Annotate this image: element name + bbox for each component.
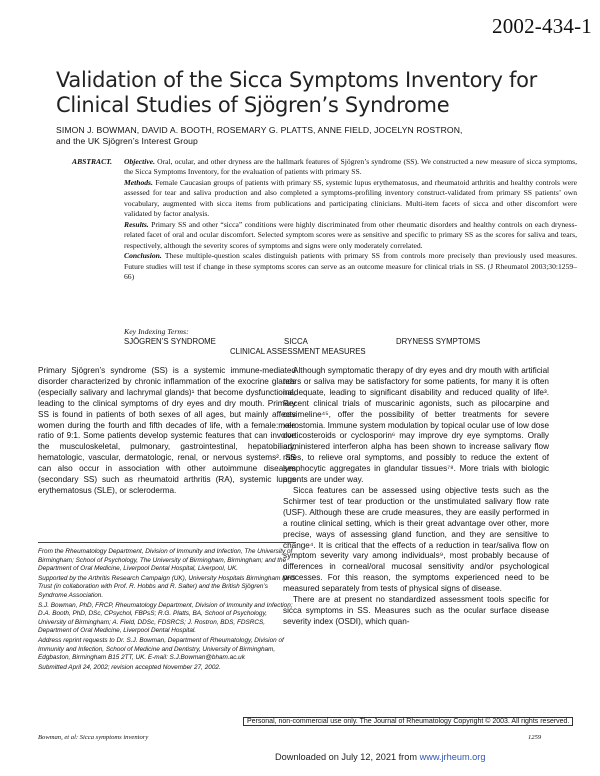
- abstract-conclusion: [124, 251, 577, 282]
- affiliation-note: S.J. Bowman, PhD, FRCP, Rheumatology Department, Division of Immunity and Infection; D.A. Booth, PhD, DSc, CPsychol, FBPsS; R.G. Platts, BA, School of Psychology, University of Birmingham; A. Field, DDSc, FDSRCS; J. Rostron, BDS, FDSRCS, Department of Oral Medicine, Liverpool Dental Hospital.: [38, 601, 293, 635]
- affiliation-note: Supported by the Arthritis Research Campaign (UK), University Hospitals Birmingham NHS Trust (in collaboration with Prof. R. Hobbs and R. Salter) and the British Sjögren’s Syndrome Association.: [38, 574, 296, 599]
- results-text: Primary SS and other “sicca” conditions were highly discriminated from other rheumatic disorders and healthy controls on each dryness-related facet of oral and ocular discomfort. Selected symptom scores were as sensitive and specific to primary SS as the scores for saliva and tears, respectively, although the severity scores of symptoms and signs were only moderately correlated.: [124, 219, 577, 250]
- authors-line-1: SIMON J. BOWMAN, DAVID A. BOOTH, ROSEMARY G. PLATTS, ANNE FIELD, JOCELYN ROSTRON,: [56, 125, 463, 135]
- abstract-objective: [124, 157, 577, 178]
- keyword: DRYNESS SYMPTOMS: [396, 337, 481, 346]
- page-number: 1259: [528, 734, 542, 741]
- copyright-banner: Personal, non-commercial use only. The Journal of Rheumatology Copyright © 2003. All rights reserved.: [243, 717, 573, 726]
- affiliations: [38, 548, 296, 673]
- keyword: SJÖGREN’S SYNDROME: [124, 337, 216, 346]
- objective-text: Oral, ocular, and other dryness are the hallmark features of Sjögren’s syndrome (SS). We constructed a new measure of sicca symptoms, the Sicca Symptoms Inventory, for the evaluation of patients with primary SS.: [124, 157, 577, 177]
- methods-heading: Methods.: [124, 177, 153, 187]
- body-paragraph: Primary Sjögren’s syndrome (SS) is a systemic immune-mediated disorder characterized by chronic inflammation of the exocrine glands (especially salivary and lachrymal glands)¹ that become dysfunctional, leading to the clinical symptoms of dry eyes and dry mouth. Primary SS is found in patients of both sexes of all ages, but mainly affects women during the fourth and fifth decades of life, with a female:male ratio of 9:1. Some patients develop systemic features that can involve the musculoskeletal, pulmonary, gastrointestinal, hepatobiliary, hematologic, vascular, dermatologic, renal, or nervous systems². SS can also occur in association with other autoimmune diseases (secondary SS) such as rheumatoid arthritis (RA), systemic lupus erythematosus (SLE), or scleroderma.: [38, 366, 296, 495]
- download-notice: [275, 752, 485, 762]
- body-column-right: [283, 366, 549, 628]
- abstract-results: [124, 220, 577, 251]
- download-link[interactable]: www.jrheum.org: [419, 752, 486, 762]
- affiliation-note: Address reprint requests to Dr. S.J. Bowman, Department of Rheumatology, Division of Immunity and Infection, School of Medicine and Dentistry, University of Birmingham, Edgbaston, Birmingham B15 2TT, UK. E-mail: S.J.Bowman@bham.ac.uk: [38, 636, 284, 662]
- keywords-title: Key Indexing Terms:: [124, 327, 189, 336]
- results-heading: Results.: [124, 219, 149, 229]
- objective-heading: Objective.: [124, 157, 155, 167]
- abstract-label: ABSTRACT.: [72, 157, 113, 166]
- conclusion-text: These multiple-question scales distinguish patients with primary SS from controls more precisely than previously used measures. Future studies will test if change in these symptoms scores can serve as an outcome measure for clinical trials in SS. (J Rheumatol 2003;30:1259–66): [124, 251, 577, 281]
- abstract-methods: [124, 178, 577, 220]
- body-paragraph: Although symptomatic therapy of dry eyes and dry mouth with artificial tears or saliva may be satisfactory for some patients, for many it is often inadequate, leading to significant disability and reduced quality of life³. Recent clinical trials of muscarinic agonists, such as pilocarpine and cevimeline⁴⁵, offer the possibility of better treatments for severe xerostomia. Immune system modulation by topical ocular use of low dose corticosteroids or cyclosporin⁶ may improve dry eye symptoms. Orally administered interferon alpha has been shown to increase salivary flow rates, to relieve oral symptoms, and possibly to reduce the extent of lymphocytic aggregates in glandular tissues⁷⁸. More trials with biologic agents are under way.: [283, 366, 549, 485]
- body-paragraph: Sicca features can be assessed using objective tests such as the Schirmer test of tear production or the unstimulated salivary flow rate (USF). Although these are crude measures, they are easily performed in a routine clinical setting, which is their great advantage over other, more precise, ways of assessing gland function, and they are sensitive to change⁴. It is critical that the effects of a reduction in tear/saliva flow on symptom severity vary among individuals⁹, most probably because of differences in corneal/oral mucosal sensitivity and/or psychological processes. For this reason, the symptoms experienced need to be measured separately from tests of physical signs of disease.: [283, 485, 549, 594]
- affiliation-note: From the Rheumatology Department, Division of Immunity and Infection, The University of Birmingham; School of Psychology, The University of Birmingham, Birmingham; and the Department of Oral Medicine, Liverpool Dental Hospital, Liverpool, UK.: [38, 548, 293, 573]
- download-text: Downloaded on July 12, 2021 from: [275, 752, 417, 762]
- abstract: [72, 157, 577, 282]
- document-id: 2002-434-1: [492, 14, 592, 38]
- methods-text: Female Caucasian groups of patients with primary SS, systemic lupus erythematosus, and rheumatoid arthritis and healthy controls were assessed for tear and saliva production and also completed a symptoms-profiling inventory construct-validated from primary SS patients’ own vocabulary, augmented with sicca items from publications and participating clinicians. Multi-item facets of sicca and other discomfort were validated by factor analysis.: [124, 177, 577, 219]
- keyword: SICCA: [284, 337, 308, 346]
- conclusion-heading: Conclusion.: [124, 251, 162, 261]
- body-paragraph: There are at present no standardized assessment tools specific for sicca symptoms in SS. Measures such as the ocular surface disease severity index (OSDI), which quan-: [283, 595, 549, 626]
- running-footer: Bowman, et al: Sicca symptoms inventory: [38, 734, 149, 741]
- article-title: Validation of the Sicca Symptoms Inventory for Clinical Studies of Sjögren’s Syndrome: [56, 68, 537, 117]
- affiliation-note: Submitted April 24, 2002; revision accepted November 27, 2002.: [38, 663, 221, 671]
- keyword: CLINICAL ASSESSMENT MEASURES: [230, 347, 366, 356]
- author-list: [56, 125, 576, 147]
- authors-line-2: and the UK Sjögren’s Interest Group: [56, 136, 198, 146]
- footnote-divider: [38, 542, 296, 543]
- abstract-body: [124, 157, 577, 282]
- body-column-left: [38, 366, 296, 497]
